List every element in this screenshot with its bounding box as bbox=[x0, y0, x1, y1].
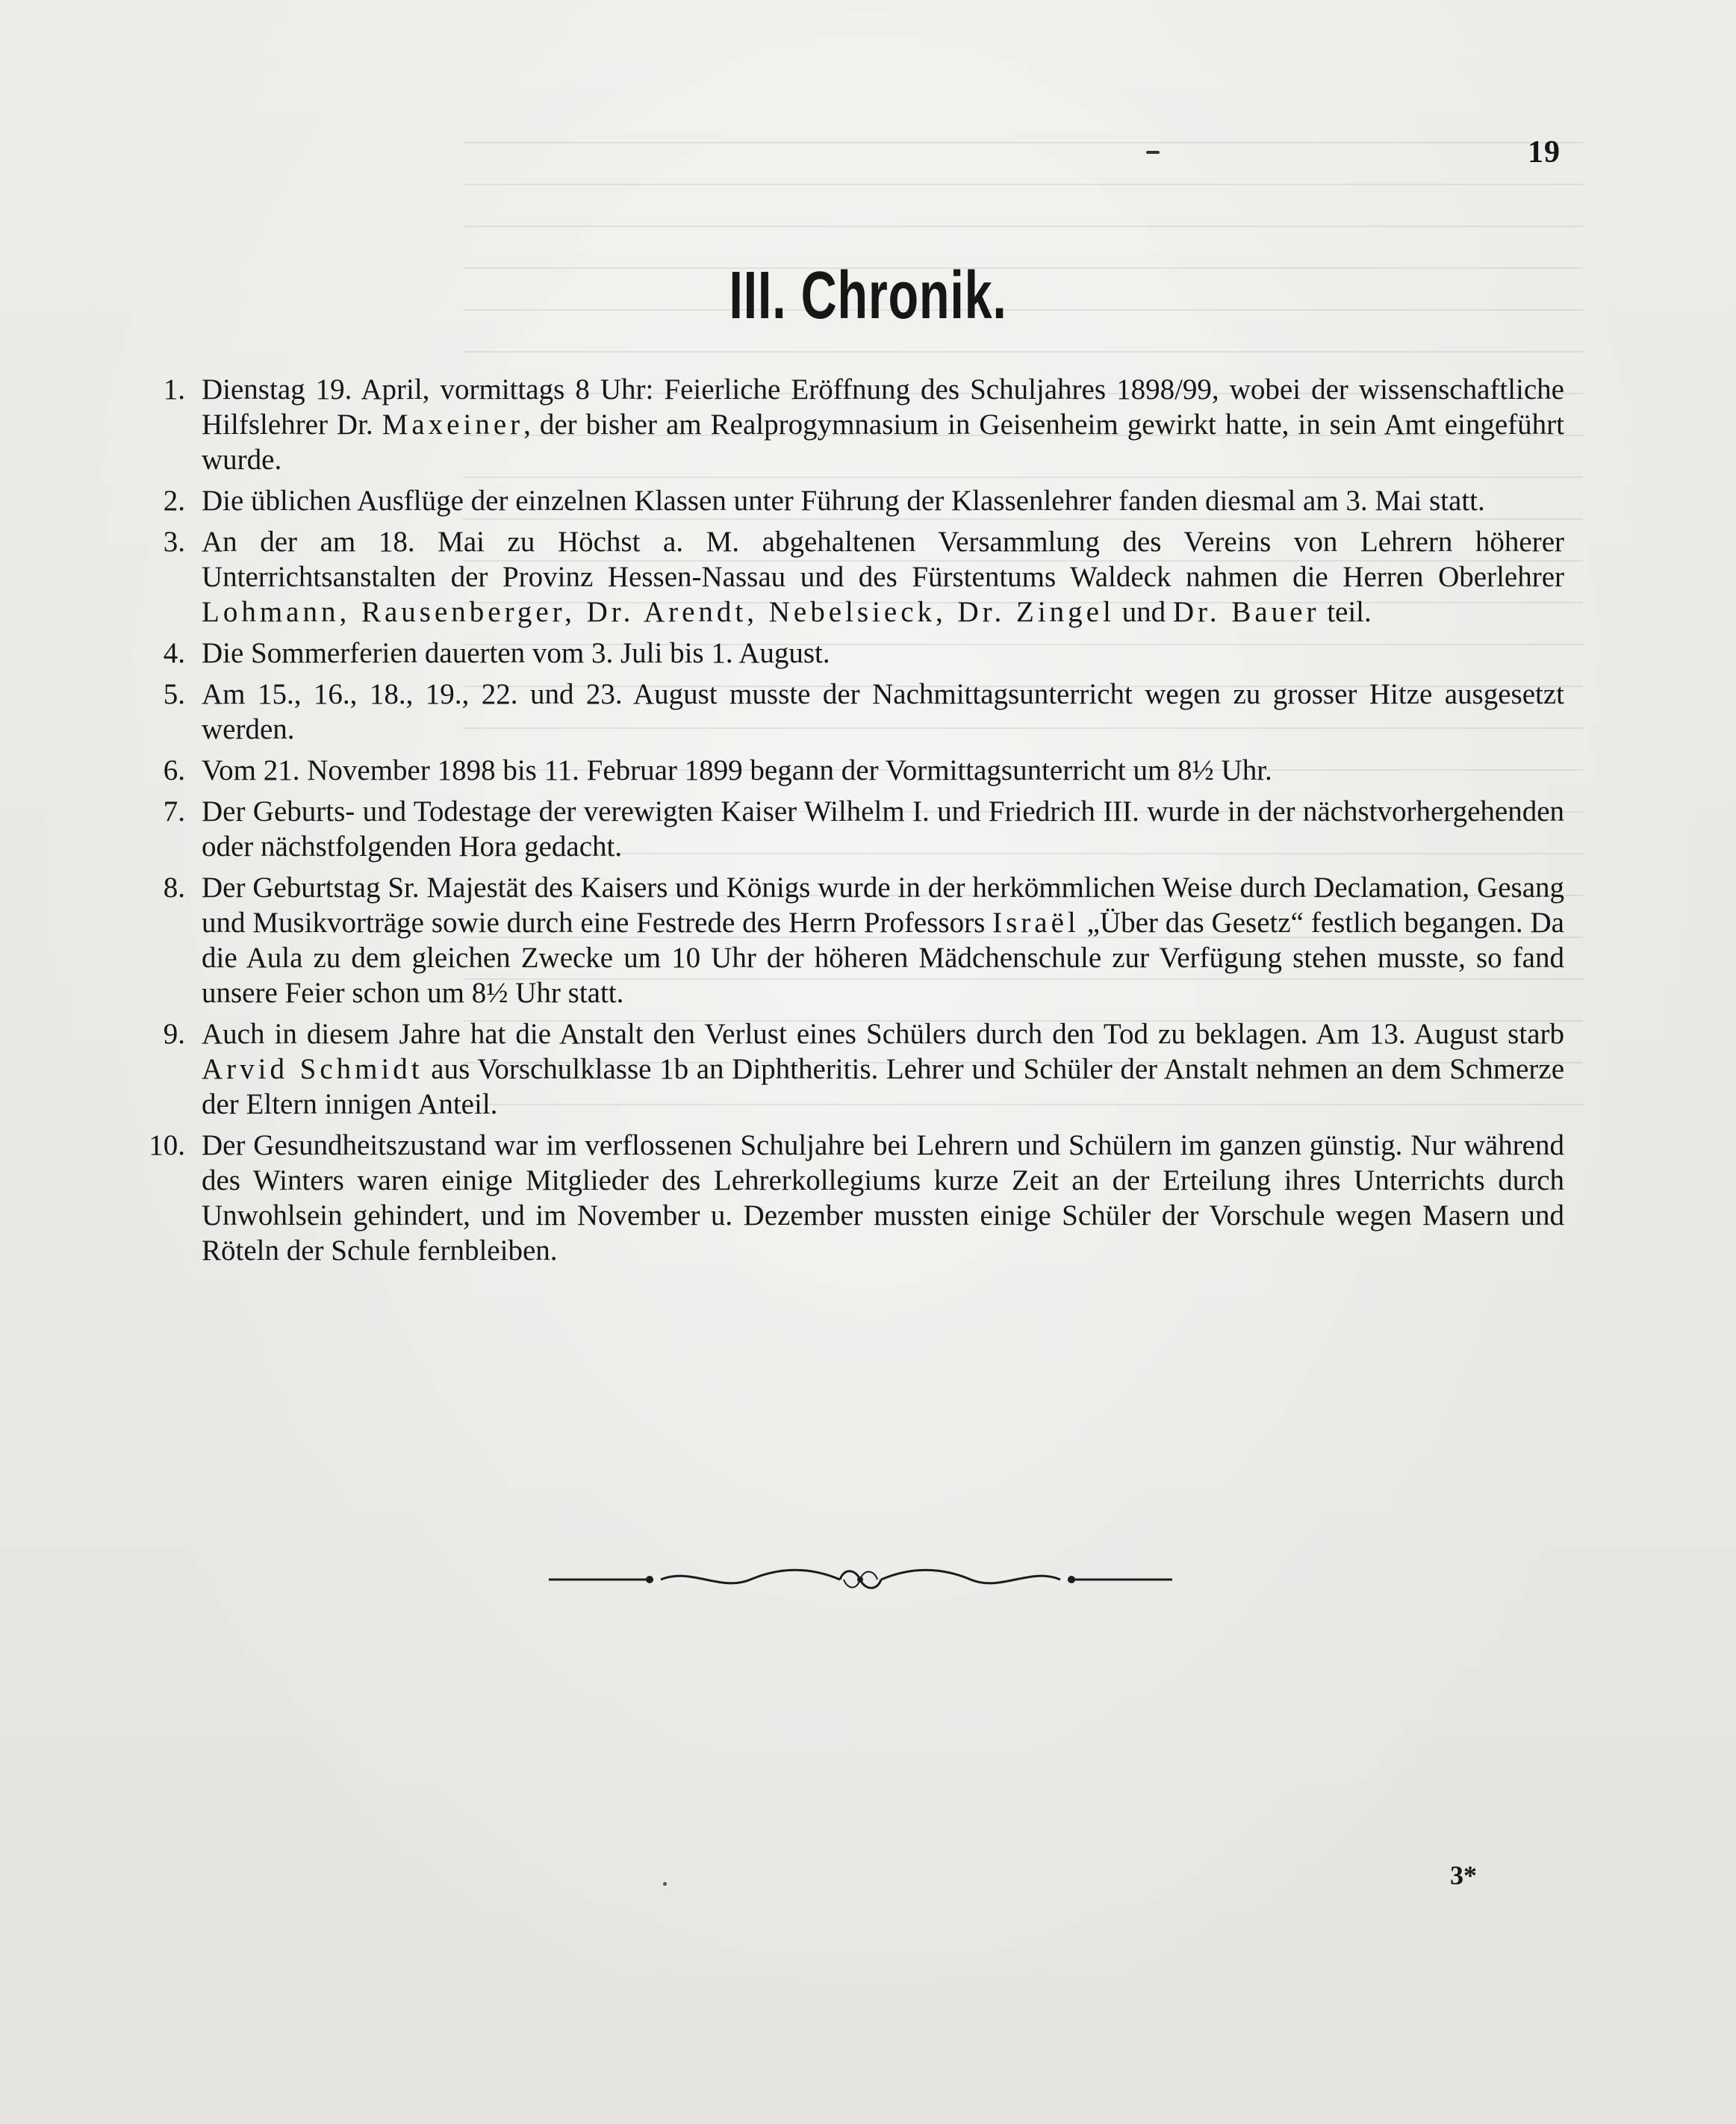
spaced-names: Lohmann, Rausenberger, Dr. Arendt, Nebelsieck, Dr. Zingel bbox=[202, 596, 1115, 628]
entry-text: Der Geburtstag Sr. Majestät des Kaisers und Königs wurde in der herkömmlichen Weise durch Declamation, Gesang und Musikvorträge sowie durch eine Festrede des Herrn Professors Israël „Über das Gesetz“ festlich begangen. Da die Aula zu dem gleichen Zwecke um 10 Uhr der höheren Mädchenschule zur Verfügung stehen musste, so fand unsere Feier schon um 8½ Uhr statt. bbox=[202, 872, 1564, 1009]
entry-number: 3. bbox=[163, 526, 185, 558]
entry-text: Vom 21. November 1898 bis 11. Februar 1899 begann der Vormittagsunterricht um 8½ Uhr. bbox=[202, 754, 1272, 786]
chronicle-entry-4 bbox=[142, 636, 1564, 671]
chronicle-entry-10 bbox=[142, 1128, 1564, 1268]
spaced-name: Dr. Bauer bbox=[1172, 596, 1320, 628]
entry-number: 5. bbox=[163, 678, 185, 710]
entry-number: 2. bbox=[163, 485, 185, 517]
spaced-name: Arvid Schmidt bbox=[202, 1053, 423, 1085]
chronicle-entry-2 bbox=[142, 483, 1564, 518]
entry-number: 7. bbox=[163, 795, 185, 827]
chronicle-list bbox=[142, 372, 1564, 1274]
chronicle-entry-3 bbox=[142, 524, 1564, 630]
chronicle-entry-9 bbox=[142, 1016, 1564, 1122]
entry-number: 1. bbox=[163, 373, 185, 406]
chapter-title: III. Chronik. bbox=[729, 258, 1007, 333]
entry-number: 10. bbox=[149, 1129, 185, 1161]
divider-center-dot bbox=[857, 1577, 863, 1583]
entry-number: 8. bbox=[163, 872, 185, 904]
entry-text: Die Sommerferien dauerten vom 3. Juli bis 1. August. bbox=[202, 637, 830, 669]
ornamental-divider bbox=[549, 1561, 1172, 1598]
print-speck bbox=[663, 1882, 667, 1886]
chronicle-entry-8 bbox=[142, 870, 1564, 1010]
entry-text: Die üblichen Ausflüge der einzelnen Klassen unter Führung der Klassenlehrer fanden diesmal am 3. Mai statt. bbox=[202, 485, 1485, 517]
page-number: 19 bbox=[1528, 135, 1561, 170]
chronicle-entry-1 bbox=[142, 372, 1564, 477]
divider-dot-right bbox=[1068, 1576, 1075, 1583]
entry-text: Dienstag 19. April, vormittags 8 Uhr: Feierliche Eröffnung des Schuljahres 1898/99, wobei der wissenschaftliche Hilfslehrer Dr. Maxeiner, der bisher am Realprogymnasium in Geisenheim gewirkt hatte, in sein Amt eingeführt wurde. bbox=[202, 373, 1564, 476]
spaced-name: Israël bbox=[992, 907, 1080, 939]
entry-number: 4. bbox=[163, 637, 185, 669]
entry-text: An der am 18. Mai zu Höchst a. M. abgehaltenen Versammlung des Vereins von Lehrern höherer Unterrichtsanstalten der Provinz Hessen-Nassau und des Fürstentums Waldeck nahmen die Herren Oberlehrer Lohmann, Rausenberger, Dr. Arendt, Nebelsieck, Dr. Zingel und Dr. Bauer teil. bbox=[202, 526, 1564, 628]
divider-dot-left bbox=[646, 1576, 653, 1583]
spaced-name: Maxeiner bbox=[382, 409, 524, 441]
chronicle-entry-5 bbox=[142, 677, 1564, 747]
chronicle-entry-7 bbox=[142, 794, 1564, 864]
entry-text: Am 15., 16., 18., 19., 22. und 23. August musste der Nachmittagsunterricht wegen zu grosser Hitze ausgesetzt werden. bbox=[202, 678, 1564, 745]
entry-text: Der Gesundheitszustand war im verflossenen Schuljahre bei Lehrern und Schülern im ganzen günstig. Nur während des Winters waren einige Mitglieder des Lehrerkollegiums kurze Zeit an der Erteilung ihres Unterrichts durch Unwohlsein gehindert, und im November u. Dezember mussten einige Schüler der Vorschule wegen Masern und Röteln der Schule fernbleiben. bbox=[202, 1129, 1564, 1267]
entry-text: Der Geburts- und Todestage der verewigten Kaiser Wilhelm I. und Friedrich III. wurde in der nächstvorhergehenden oder nächstfolgenden Hora gedacht. bbox=[202, 795, 1564, 863]
chronicle-entry-6 bbox=[142, 753, 1564, 788]
signature-mark: 3* bbox=[1450, 1860, 1477, 1890]
entry-text: Auch in diesem Jahre hat die Anstalt den Verlust eines Schülers durch den Tod zu beklagen. Am 13. August starb Arvid Schmidt aus Vorschulklasse 1b an Diphtheritis. Lehrer und Schüler der Anstalt nehmen an dem Schmerze der Eltern innigen Anteil. bbox=[202, 1018, 1565, 1120]
entry-number: 6. bbox=[163, 754, 185, 786]
header-dash bbox=[1146, 151, 1160, 154]
entry-number: 9. bbox=[163, 1018, 185, 1050]
